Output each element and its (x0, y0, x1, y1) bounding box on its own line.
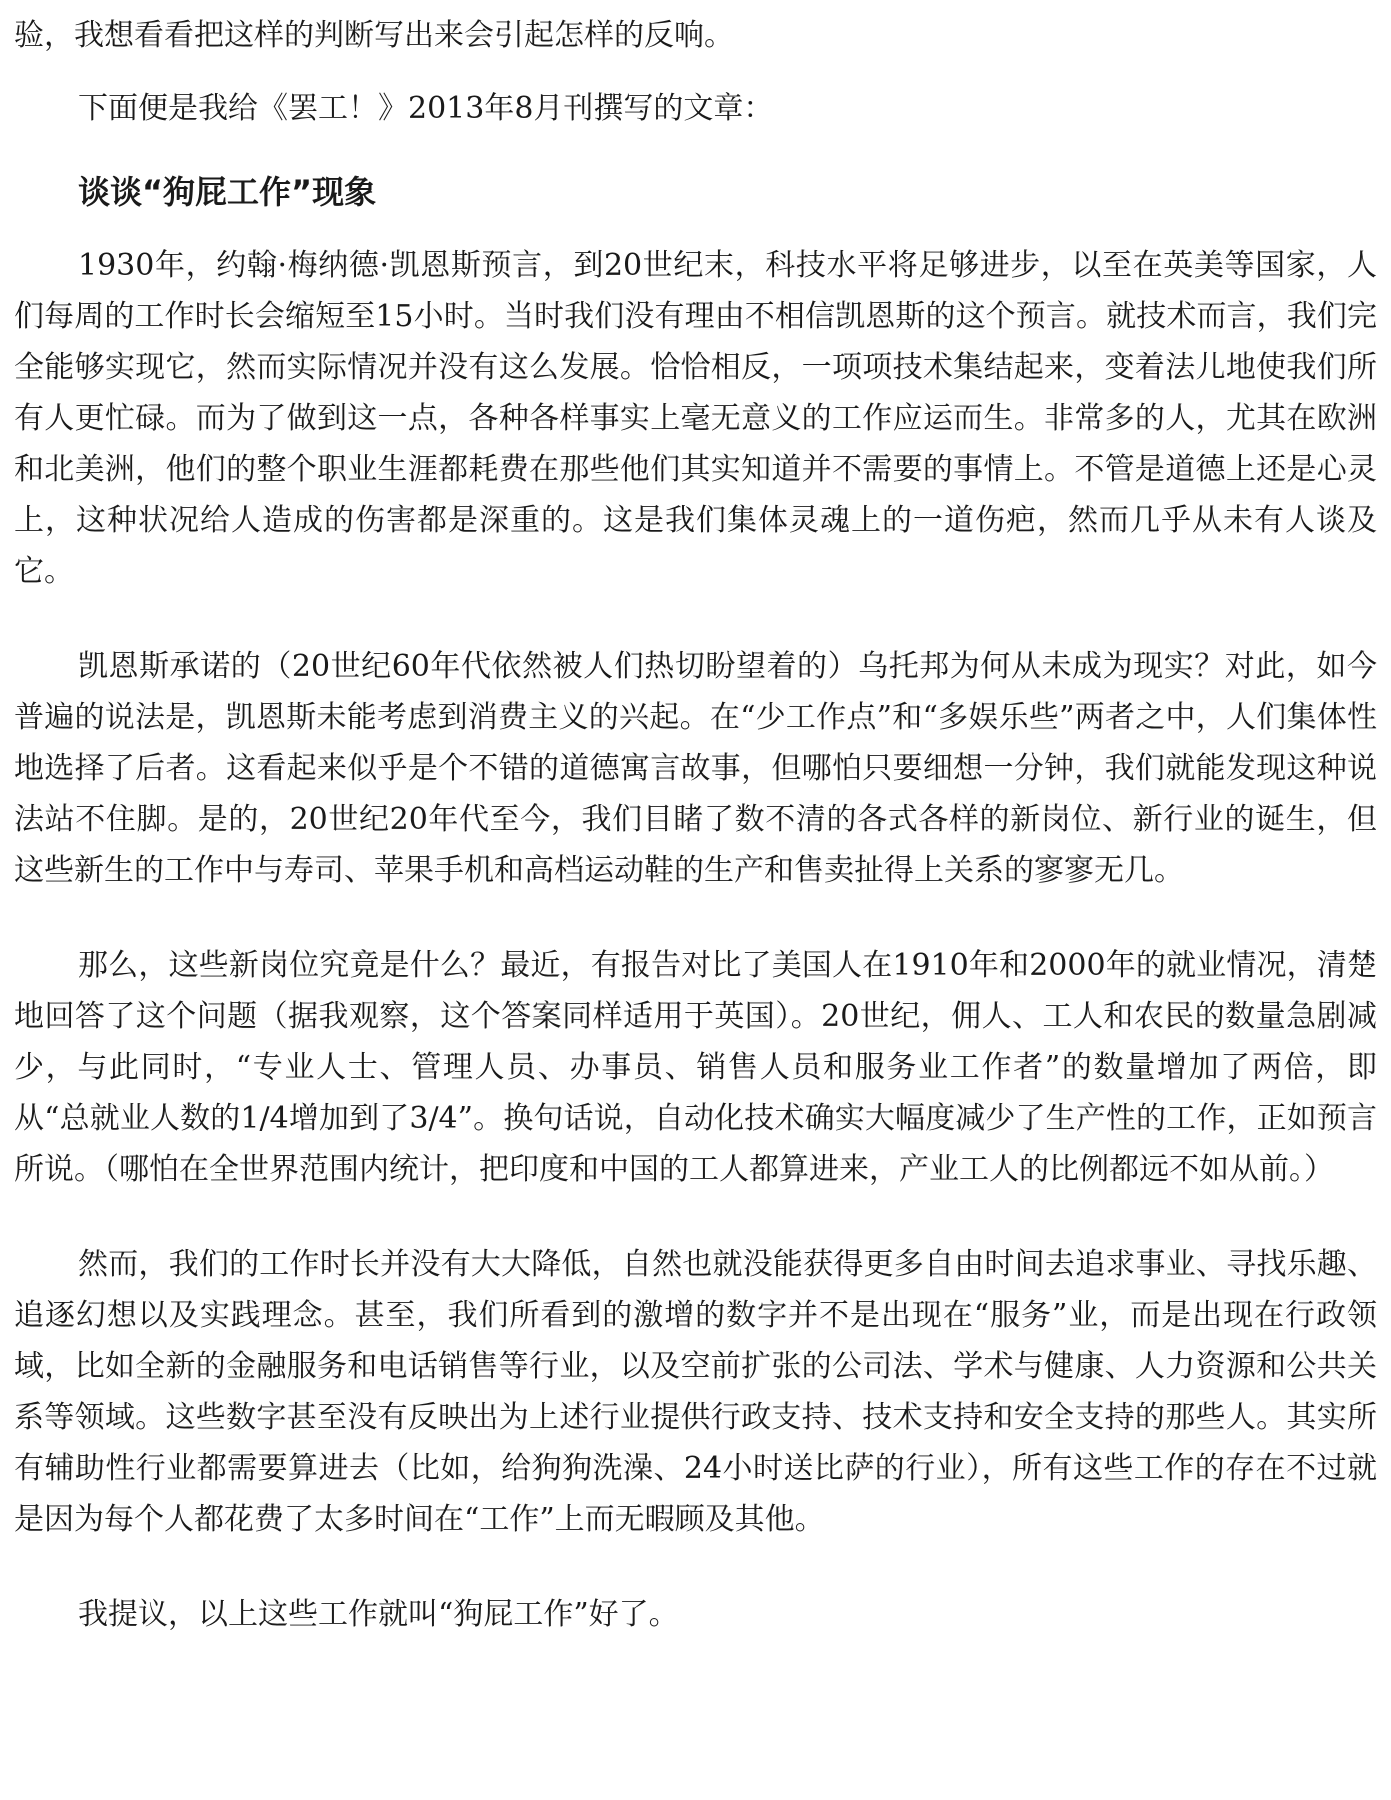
article-title: 谈谈“狗屁工作”现象 (78, 173, 377, 211)
paragraph-3: 那么，这些新岗位究竟是什么？最近，有报告对比了美国人在1910年和2000年的就业情况，清楚地回答了这个问题（据我观察，这个答案同样适用于英国）。20世纪，佣人、工人和农民的数量急剧减少，与此同时，“专业人士、管理人员、办事员、销售人员和服务业工作者”的数量增加了两倍，即从“总就业人数的1/4增加到了3/4”。换句话说，自动化技术确实大幅度减少了生产性的工作，正如预言所说。（哪怕在全世界范围内统计，把印度和中国的工人都算进来，产业工人的比例都远不如从前。） (14, 948, 1377, 1187)
intro-tail-text: 验，我想看看把这样的判断写出来会引起怎样的反响。 (14, 18, 734, 53)
paragraph-2: 凯恩斯承诺的（20世纪60年代依然被人们热切盼望着的）乌托邦为何从未成为现实？对此，如今普遍的说法是，凯恩斯未能考虑到消费主义的兴起。在“少工作点”和“多娱乐些”两者之中，人们集体性地选择了后者。这看起来似乎是个不错的道德寓言故事，但哪怕只要细想一分钟，我们就能发现这种说法站不住脚。是的，20世纪20年代至今，我们目睹了数不清的各式各样的新岗位、新行业的诞生，但这些新生的工作中与寿司、苹果手机和高档运动鞋的生产和售卖扯得上关系的寥寥无几。 (14, 649, 1377, 888)
lead-in-text: 下面便是我给《罢工！》2013年8月刊撰写的文章： (78, 91, 774, 126)
paragraph-1: 1930年，约翰·梅纳德·凯恩斯预言，到20世纪末，科技水平将足够进步，以至在英美等国家，人们每周的工作时长会缩短至15小时。当时我们没有理由不相信凯恩斯的这个预言。就技术而言，我们完全能够实现它，然而实际情况并没有这么发展。恰恰相反，一项项技术集结起来，变着法儿地使我们所有人更忙碌。而为了做到这一点，各种各样事实上毫无意义的工作应运而生。非常多的人，尤其在欧洲和北美洲，他们的整个职业生涯都耗费在那些他们其实知道并不需要的事情上。不管是道德上还是心灵上，这种状况给人造成的伤害都是深重的。这是我们集体灵魂上的一道伤疤，然而几乎从未有人谈及它。 (14, 248, 1377, 589)
closing-text: 我提议，以上这些工作就叫“狗屁工作”好了。 (78, 1597, 679, 1632)
paragraph-4: 然而，我们的工作时长并没有大大降低，自然也就没能获得更多自由时间去追求事业、寻找乐趣、追逐幻想以及实践理念。甚至，我们所看到的激增的数字并不是出现在“服务”业，而是出现在行政领域，比如全新的金融服务和电话销售等行业，以及空前扩张的公司法、学术与健康、人力资源和公共关系等领域。这些数字甚至没有反映出为上述行业提供行政支持、技术支持和安全支持的那些人。其实所有辅助性行业都需要算进去（比如，给狗狗洗澡、24小时送比萨的行业），所有这些工作的存在不过就是因为每个人都花费了太多时间在“工作”上而无暇顾及其他。 (14, 1247, 1377, 1537)
